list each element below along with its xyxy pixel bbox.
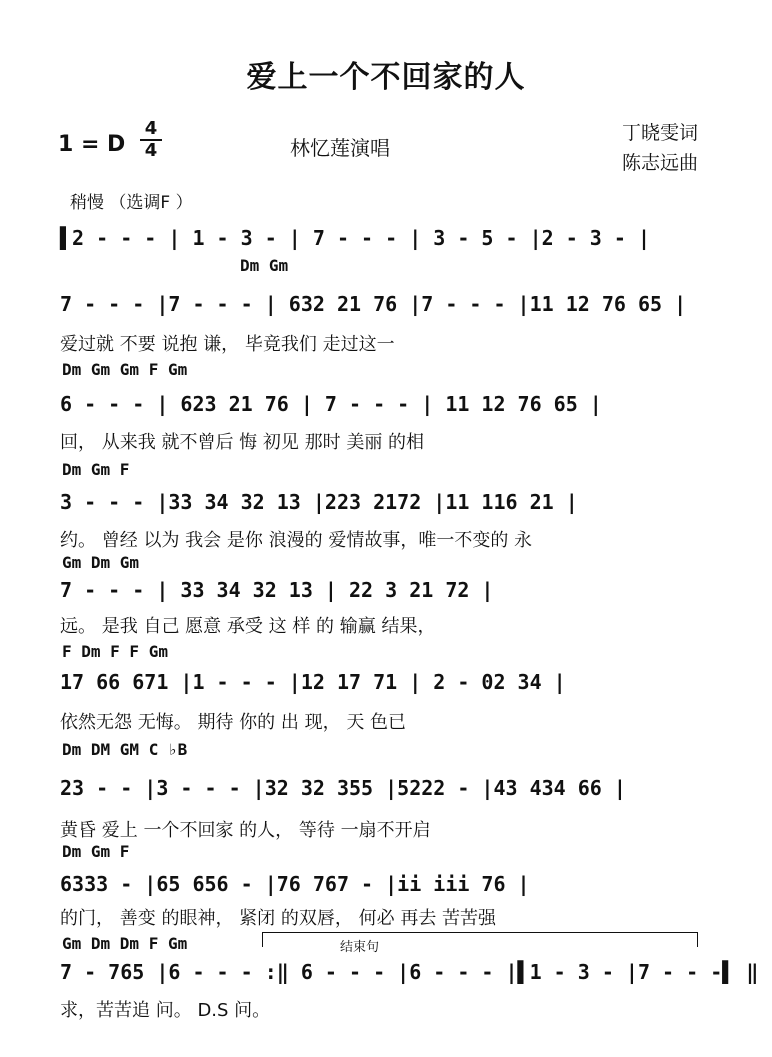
composer-credit: 陈志远曲	[622, 152, 699, 174]
notation-line-7: 23 - - |3 - - - |32 32 355 |5222 - |43 434 66 |	[60, 776, 626, 800]
lyrics-line-6: 依然无怨 无悔。 期待 你的 出 现， 天 色已	[60, 712, 407, 733]
chords-line-9: Gm Dm Dm F Gm	[62, 934, 188, 953]
chords-line-7: Dm DM GM C ♭B	[62, 740, 188, 759]
notation-line-1: ▌2 - - - | 1 - 3 - | 7 - - - | 3 - 5 - |2 - 3 - |	[60, 226, 651, 250]
chords-line-1: Dm Gm	[240, 256, 289, 275]
notation-line-6: 17 66 671 |1 - - - |12 17 71 | 2 - 02 34 |	[60, 670, 566, 694]
singer-credit: 林忆莲演唱	[290, 136, 390, 160]
lyrics-line-9: 求，苦苦追 问。 D.S 问。	[60, 1000, 271, 1021]
lyrics-line-3: 回， 从来我 就不曾后 悔 初见 那时 美丽 的相	[60, 432, 425, 453]
lyrics-line-5: 远。 是我 自己 愿意 承受 这 样 的 输赢 结果，	[60, 616, 436, 637]
lyricist-credit: 丁晓雯词	[622, 122, 699, 144]
meter-bottom: 4	[144, 140, 158, 161]
lyrics-line-7: 黄昏 爱上 一个不回家 的人， 等待 一扇不开启	[60, 820, 431, 841]
notation-line-9: 7 - 765 |6 - - - :‖ 6 - - - |6 - - - |▌1 - 3 - |7 - - -▌ ‖	[60, 960, 759, 984]
meter-top: 4	[144, 118, 158, 139]
lyrics-line-4: 约。 曾经 以为 我会 是你 浪漫的 爱情故事，唯一不变的 永	[60, 530, 533, 551]
chords-line-6: F Dm F F Gm	[62, 642, 168, 661]
chords-line-3: Dm Gm Gm F Gm	[62, 360, 188, 379]
song-title: 爱上一个不回家的人	[246, 60, 526, 95]
ending-bracket	[262, 932, 698, 947]
lyrics-line-8: 的门， 善变 的眼神， 紧闭 的双唇， 何必 再去 苦苦强	[60, 908, 497, 929]
notation-line-2: 7 - - - |7 - - - | 632 21 76 |7 - - - |11 12 76 65 |	[60, 292, 687, 316]
notation-line-3: 6 - - - | 623 21 76 | 7 - - - | 11 12 76 65 |	[60, 392, 602, 416]
chords-line-8: Dm Gm F	[62, 842, 130, 861]
lyrics-line-2: 爱过就 不要 说抱 谦， 毕竟我们 走过这一	[60, 334, 395, 355]
tempo-marking: 稍慢 （选调F ）	[70, 193, 193, 213]
chords-line-5: Gm Dm Gm	[62, 553, 140, 572]
chords-line-4: Dm Gm F	[62, 460, 130, 479]
ending-label: 结束句	[340, 940, 380, 955]
notation-line-4: 3 - - - |33 34 32 13 |223 2172 |11 116 21 |	[60, 490, 578, 514]
notation-line-5: 7 - - - | 33 34 32 13 | 22 3 21 72 |	[60, 578, 494, 602]
key-signature: 1 = D	[58, 132, 126, 157]
time-signature	[140, 120, 162, 160]
notation-line-8: 6333 - |65 656 - |76 767 - |ii iii 76 |	[60, 872, 530, 896]
